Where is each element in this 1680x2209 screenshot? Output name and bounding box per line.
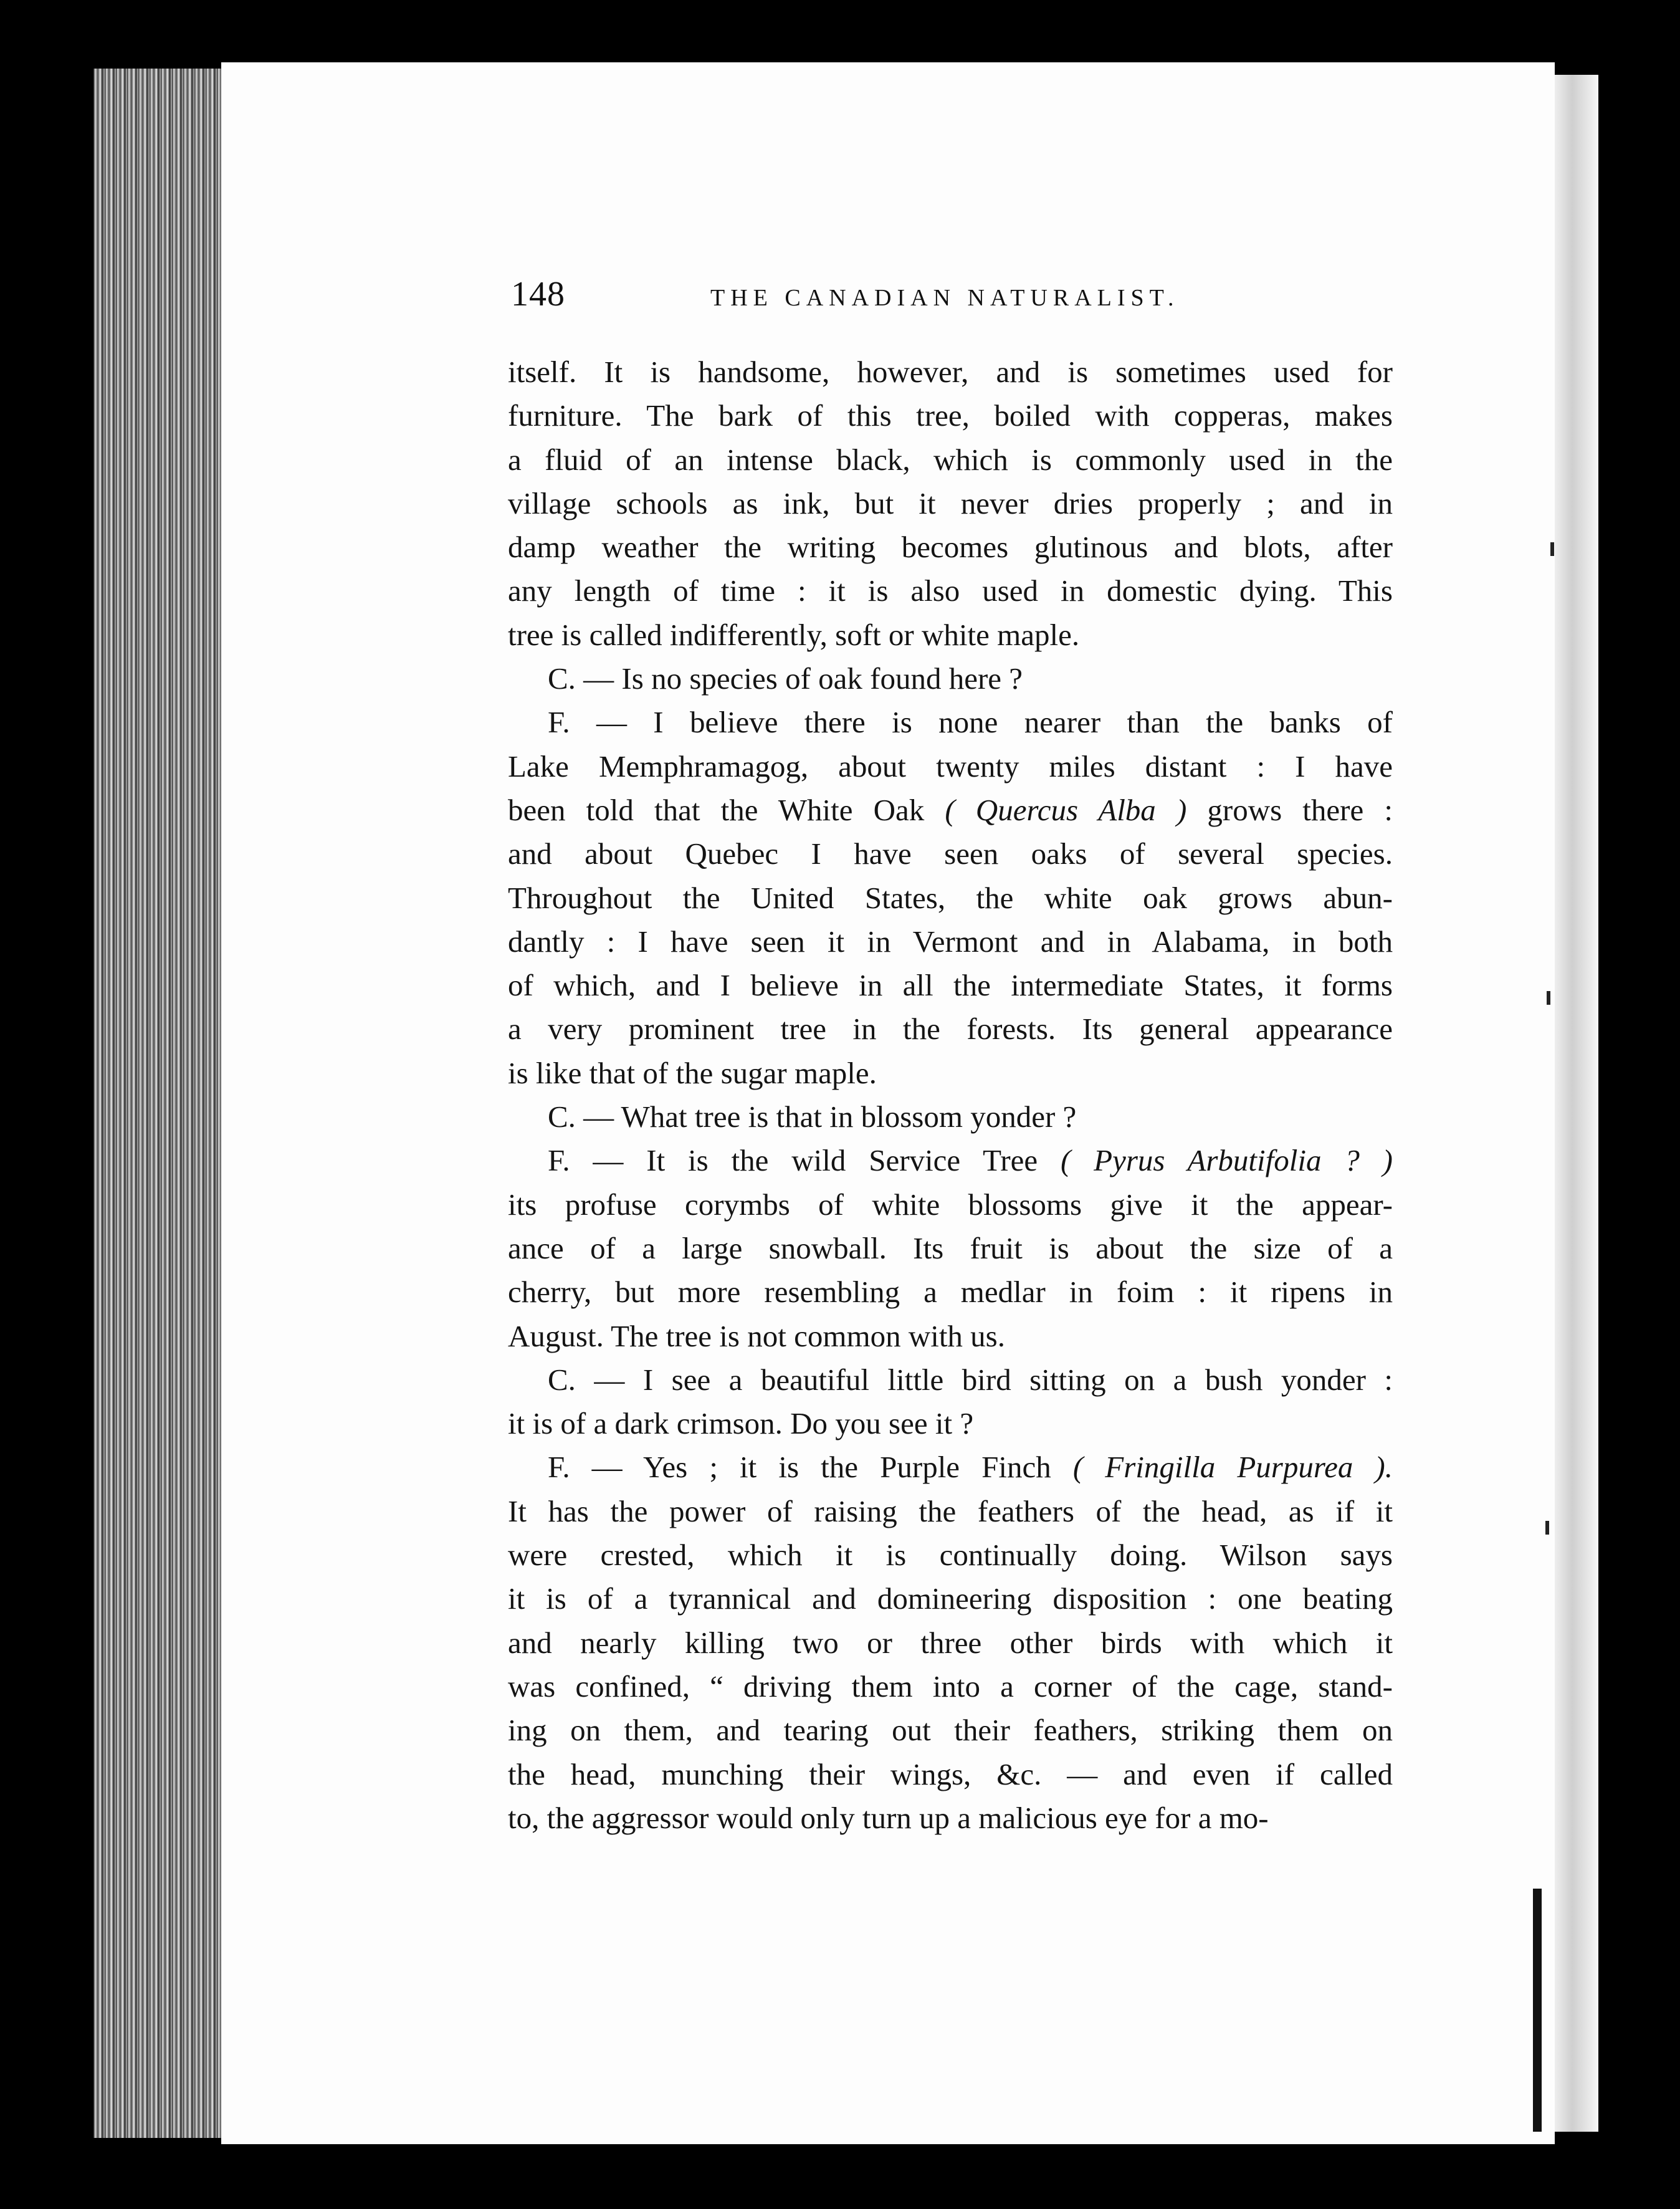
text-line — [508, 1796, 1393, 1840]
text-line — [508, 1490, 1393, 1533]
line-text: it is of a dark crimson. Do you see it ? — [508, 1406, 974, 1441]
line-text: is like that of the sugar maple. — [508, 1055, 877, 1090]
text-line — [508, 920, 1393, 964]
line-text: ing on them, and tearing out their feathers, striking them on — [508, 1713, 1393, 1748]
text-line — [508, 1621, 1393, 1665]
line-text: F. — It is the wild Service Tree — [548, 1143, 1061, 1178]
line-text: grows there : — [1186, 792, 1393, 827]
line-text: Lake Memphramagog, about twenty miles distant : I have — [508, 749, 1393, 783]
line-text: cherry, but more resembling a medlar in foim : it ripens in — [508, 1275, 1393, 1310]
line-text: Throughout the United States, the white oak grows abun- — [508, 880, 1393, 915]
species-name: ( Quercus Alba ) — [945, 792, 1187, 827]
text-line — [508, 701, 1393, 744]
margin-mark — [1550, 542, 1554, 556]
facing-page-edge — [1555, 75, 1598, 2132]
line-text: of which, and I believe in all the intermediate States, it forms — [508, 968, 1393, 1003]
book-spine-edge — [93, 69, 224, 2138]
line-text: C. — Is no species of oak found here ? — [548, 661, 1023, 696]
line-text: and about Quebec I have seen oaks of several species. — [508, 836, 1393, 871]
line-text: itself. It is handsome, however, and is sometimes used for — [508, 355, 1393, 389]
text-line — [508, 613, 1393, 657]
line-text: ance of a large snowball. Its fruit is about the size of a — [508, 1230, 1393, 1265]
line-text: furniture. The bark of this tree, boiled with copperas, makes — [508, 398, 1393, 433]
text-line — [508, 964, 1393, 1007]
text-line — [508, 1358, 1393, 1402]
text-line — [508, 745, 1393, 788]
line-text: a very prominent tree in the forests. Its general appearance — [508, 1012, 1393, 1047]
text-line — [508, 350, 1393, 394]
text-line — [508, 1533, 1393, 1577]
line-text: village schools as ink, but it never dries properly ; and in — [508, 486, 1393, 520]
text-line — [508, 569, 1393, 613]
line-text: F. — I believe there is none nearer than the banks of — [548, 705, 1393, 740]
text-line — [508, 1227, 1393, 1270]
line-text: been told that the White Oak — [508, 792, 945, 827]
text-line — [508, 1007, 1393, 1051]
line-text: tree is called indifferently, soft or white maple. — [508, 617, 1080, 652]
text-line — [508, 1665, 1393, 1708]
running-title: THE CANADIAN NATURALIST. — [710, 285, 1180, 311]
text-line — [508, 657, 1393, 701]
text-line — [508, 788, 1393, 832]
text-line — [508, 1139, 1393, 1182]
margin-mark — [1547, 991, 1550, 1005]
text-line — [508, 1183, 1393, 1227]
text-line — [508, 1402, 1393, 1445]
line-text: to, the aggressor would only turn up a malicious eye for a mo- — [508, 1800, 1269, 1835]
text-line — [508, 1052, 1393, 1095]
line-text: August. The tree is not common with us. — [508, 1318, 1005, 1353]
text-line — [508, 1708, 1393, 1752]
line-text: F. — Yes ; it is the Purple Finch — [548, 1450, 1073, 1485]
text-line — [508, 1095, 1393, 1139]
running-head — [511, 274, 1277, 324]
species-name: ( Fringilla Purpurea ). — [1072, 1450, 1393, 1485]
text-line — [508, 1445, 1393, 1489]
margin-mark — [1545, 1521, 1549, 1535]
line-text: were crested, which it is continually doing. Wilson says — [508, 1538, 1393, 1573]
line-text: C. — I see a beautiful little bird sitting on a bush yonder : — [548, 1362, 1393, 1397]
text-line — [508, 876, 1393, 920]
text-line — [508, 1753, 1393, 1796]
line-text: It has the power of raising the feathers of the head, as if it — [508, 1493, 1393, 1528]
text-line — [508, 394, 1393, 438]
line-text: any length of time : it is also used in domestic dying. This — [508, 573, 1393, 608]
page-number: 148 — [511, 275, 565, 314]
line-text: the head, munching their wings, &c. — and even if called — [508, 1756, 1393, 1791]
text-line — [508, 438, 1393, 482]
line-text: C. — What tree is that in blossom yonder ? — [548, 1100, 1077, 1134]
text-line — [508, 482, 1393, 525]
line-text: a fluid of an intense black, which is commonly used in the — [508, 442, 1393, 477]
body-text — [508, 350, 1393, 1840]
line-text: it is of a tyrannical and domineering disposition : one beating — [508, 1581, 1393, 1616]
line-text: dantly : I have seen it in Vermont and in Alabama, in both — [508, 924, 1393, 959]
text-line — [508, 1315, 1393, 1358]
facing-page-shadow — [1533, 1889, 1542, 2132]
line-text: was confined, “ driving them into a corner of the cage, stand- — [508, 1669, 1393, 1703]
line-text: damp weather the writing becomes glutinous and blots, after — [508, 530, 1393, 565]
text-line — [508, 525, 1393, 569]
text-line — [508, 1270, 1393, 1314]
species-name: ( Pyrus Arbutifolia ? ) — [1060, 1143, 1393, 1178]
line-text: and nearly killing two or three other birds with which it — [508, 1625, 1393, 1660]
text-line — [508, 832, 1393, 876]
text-line — [508, 1577, 1393, 1621]
line-text: its profuse corymbs of white blossoms give it the appear- — [508, 1187, 1393, 1222]
